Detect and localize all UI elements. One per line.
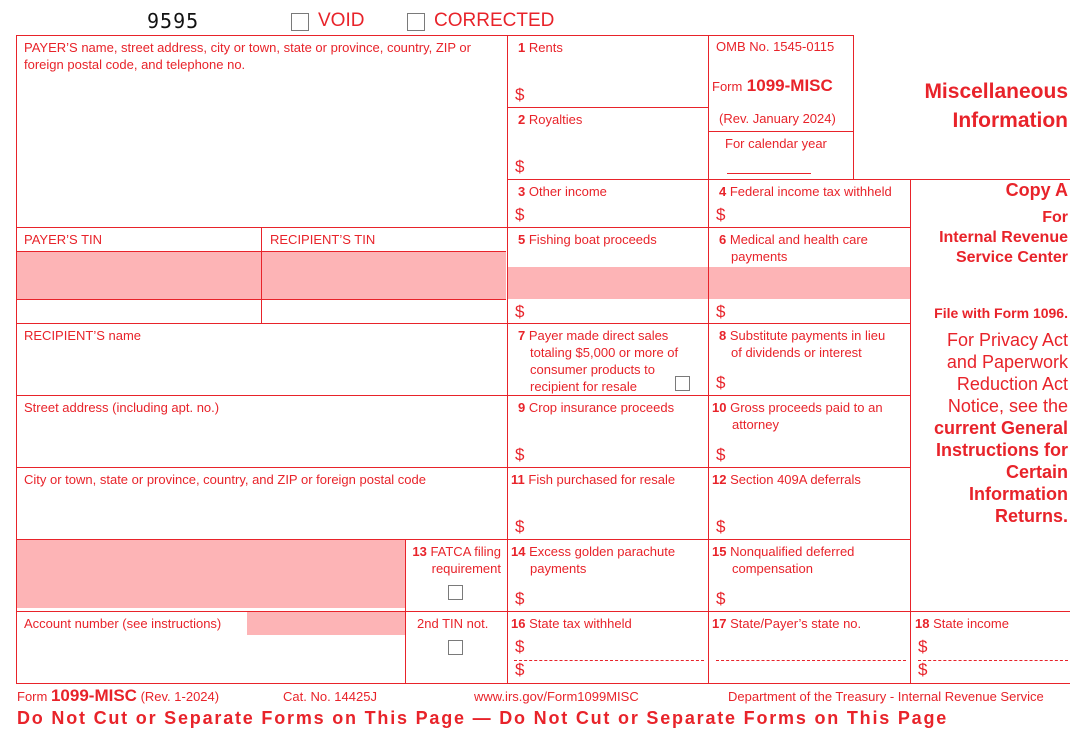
box14-dollar: $ [515, 589, 525, 608]
fatca-shade [17, 540, 406, 608]
copy-a-title: Copy A [1005, 180, 1068, 200]
box1-dollar: $ [515, 85, 525, 104]
second-tin-checkbox[interactable] [448, 640, 463, 655]
revision-date: (Rev. January 2024) [719, 111, 836, 126]
box5-label: 5 Fishing boat proceeds [518, 232, 657, 247]
box6-dollar: $ [716, 302, 726, 321]
street-address-label: Street address (including apt. no.) [24, 400, 220, 415]
box5-dollar: $ [515, 302, 525, 321]
copy-a-for: For Internal Revenue Service Center [939, 209, 1068, 266]
do-not-cut-warning: Do Not Cut or Separate Forms on This Page — Do Not Cut or Separate Forms on This Page [17, 708, 949, 728]
irs-url[interactable]: www.irs.gov/Form1099MISC [474, 689, 639, 704]
box4-dollar: $ [716, 205, 726, 224]
payer-tin-label: PAYER’S TIN [24, 232, 103, 247]
corrected-checkbox[interactable] [407, 13, 425, 31]
box2-label: 2 Royalties [518, 112, 583, 127]
box11-label: 11 Fish purchased for resale [511, 472, 676, 487]
box9-label: 9 Crop insurance proceeds [518, 400, 675, 415]
void-checkbox[interactable] [291, 13, 309, 31]
privacy-notice: For Privacy Act and Paperwork Reduction Act Notice, see the current General Instructions for Certain Information Returns. [933, 330, 1068, 526]
box1-label: 1 Rents [518, 40, 563, 55]
box16-label: 16 State tax withheld [511, 616, 632, 631]
city-label: City or town, state or province, country, and ZIP or foreign postal code [24, 472, 426, 487]
box8-label: 8 Substitute payments in lieu of dividends or interest [719, 328, 886, 360]
box5-6-shade [508, 267, 910, 299]
box8-dollar: $ [716, 373, 726, 392]
calendar-year-field[interactable] [727, 155, 811, 173]
account-shade [247, 612, 405, 635]
recipient-tin-field[interactable] [262, 251, 506, 299]
box10-dollar: $ [716, 445, 726, 464]
payer-name-label: PAYER’S name, street address, city or town, state or province, country, ZIP or foreign postal code, and telephone no. [24, 40, 471, 72]
box6-label: 6 Medical and health care payments [719, 232, 868, 264]
form-code: 9595 [147, 9, 200, 33]
corrected-label: CORRECTED [434, 10, 555, 31]
box16-dollar-2: $ [515, 660, 525, 679]
box18-dollar-2: $ [918, 660, 928, 679]
fatca-checkbox[interactable] [448, 585, 463, 600]
fatca-label: 13 FATCA filing requirement [412, 544, 501, 576]
second-tin-label: 2nd TIN not. [417, 616, 489, 631]
form-name: Form 1099-MISC [712, 76, 833, 95]
box18-dollar-1: $ [918, 637, 928, 656]
box2-dollar: $ [515, 157, 525, 176]
catalog-number: Cat. No. 14425J [283, 689, 377, 704]
box16-dollar-1: $ [515, 637, 525, 656]
box4-label: 4 Federal income tax withheld [719, 184, 892, 199]
box15-label: 15 Nonqualified deferred compensation [712, 544, 855, 576]
recipient-name-label: RECIPIENT’S name [24, 328, 142, 343]
box3-dollar: $ [515, 205, 525, 224]
box12-dollar: $ [716, 517, 726, 536]
footer-form-name: Form 1099-MISC (Rev. 1-2024) [17, 686, 220, 705]
box17-label: 17 State/Payer’s state no. [712, 616, 862, 631]
box7-checkbox[interactable] [675, 376, 690, 391]
box18-label: 18 State income [915, 616, 1009, 631]
box9-dollar: $ [515, 445, 525, 464]
void-label: VOID [318, 10, 365, 31]
box11-dollar: $ [515, 517, 525, 536]
calendar-year-label: For calendar year [725, 136, 827, 151]
file-with-note: File with Form 1096. [934, 305, 1068, 321]
omb-number: OMB No. 1545-0115 [716, 39, 835, 54]
recipient-tin-label: RECIPIENT’S TIN [270, 232, 376, 247]
department-label: Department of the Treasury - Internal Revenue Service [728, 689, 1044, 704]
box14-label: 14 Excess golden parachute payments [511, 544, 676, 576]
box15-dollar: $ [716, 589, 726, 608]
box3-label: 3 Other income [518, 184, 607, 199]
form-title: Miscellaneous Information [924, 80, 1068, 132]
box12-label: 12 Section 409A deferrals [712, 472, 861, 487]
box7-label: 7 Payer made direct sales totaling $5,000 or more of consumer products to recipient for resale [518, 328, 679, 394]
box10-label: 10 Gross proceeds paid to an attorney [712, 400, 883, 432]
payer-tin-field[interactable] [17, 251, 261, 299]
account-number-label: Account number (see instructions) [24, 616, 222, 631]
